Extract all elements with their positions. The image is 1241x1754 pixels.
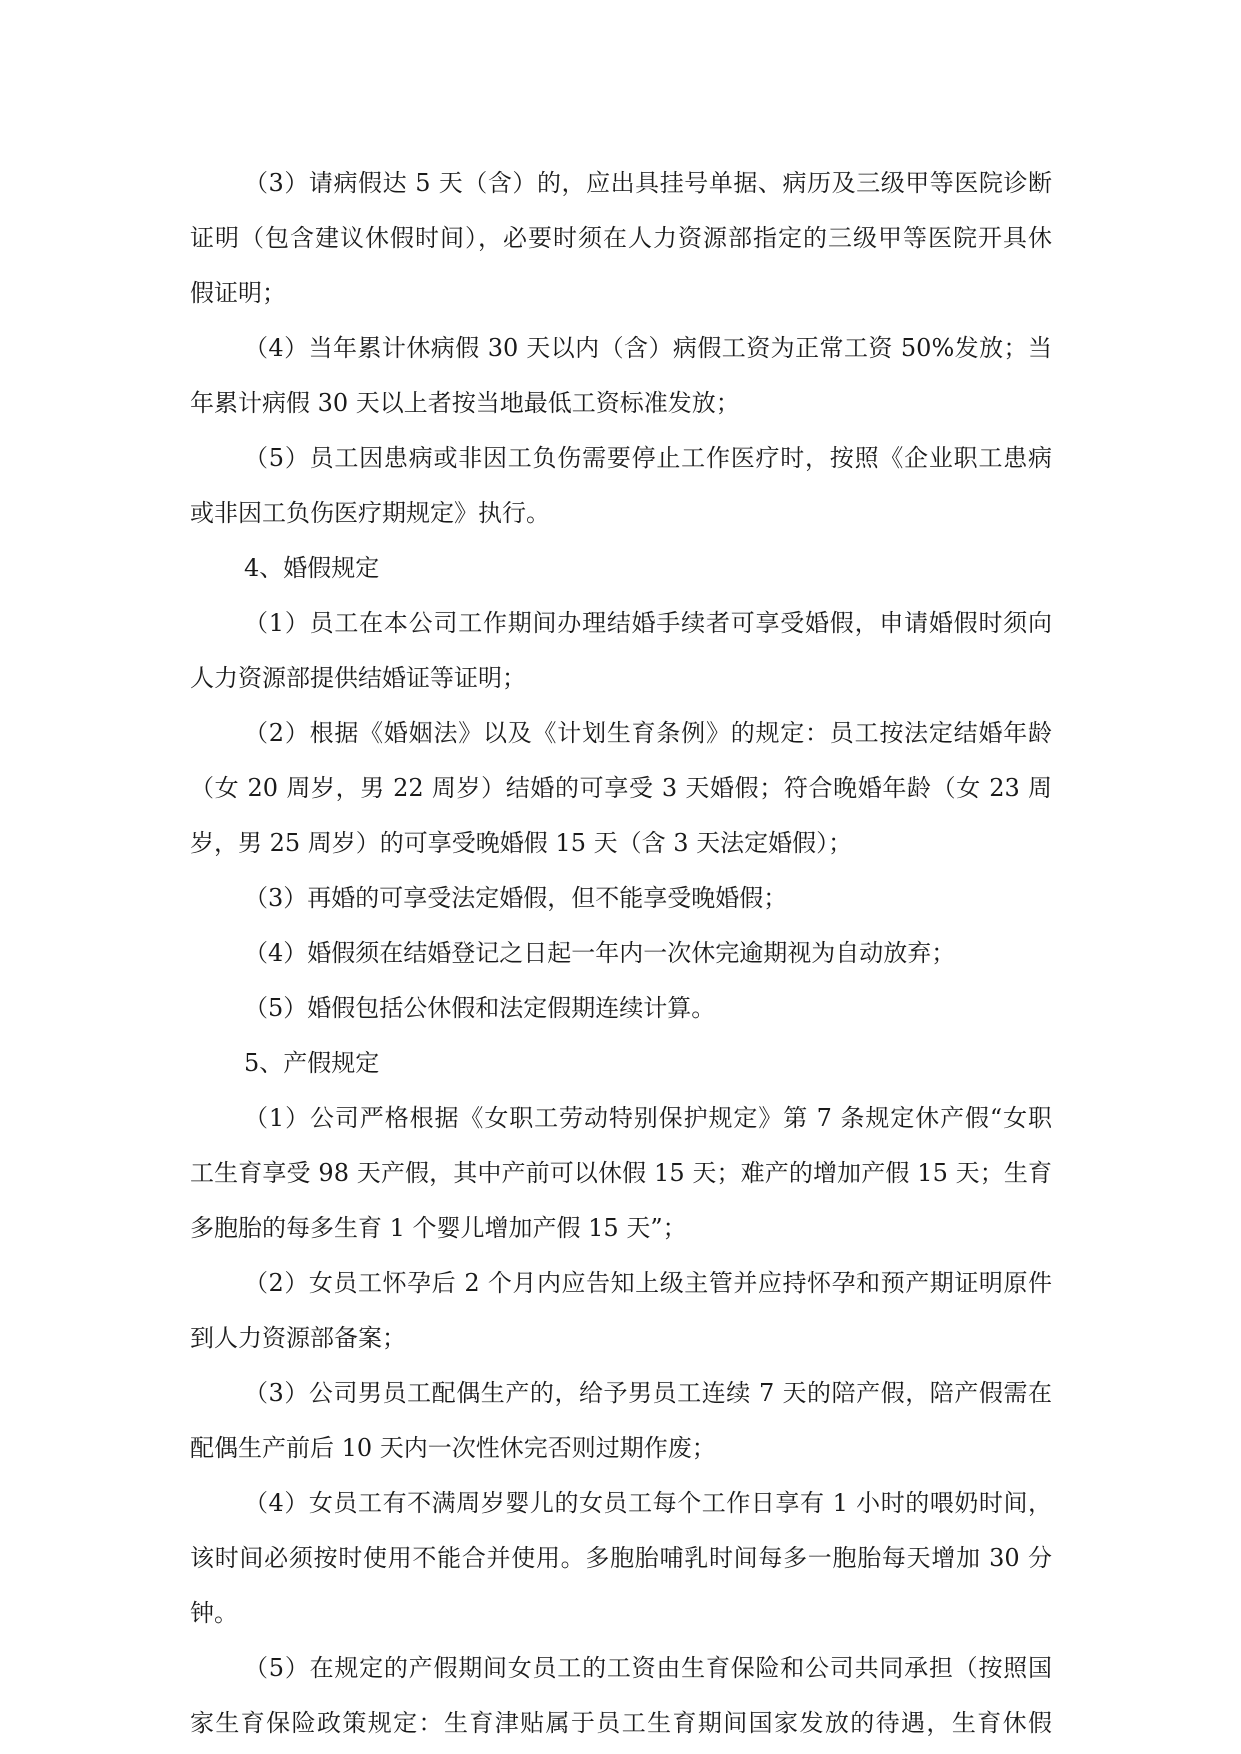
text-line: 配偶生产前后 10 天内一次性休完否则过期作废； <box>190 1434 716 1462</box>
paragraph <box>190 1256 1052 1366</box>
text-line: 假证明； <box>190 279 286 307</box>
text-line: （2）根据《婚姻法》以及《计划生育条例》的规定：员工按法定结婚年龄 <box>244 719 1052 747</box>
text-line: （1）员工在本公司工作期间办理结婚手续者可享受婚假，申请婚假时须向 <box>244 609 1052 637</box>
paragraph <box>190 596 1052 706</box>
text-line: 该时间必须按时使用不能合并使用。多胞胎哺乳时间每多一胞胎每天增加 30 分 <box>190 1544 1052 1572</box>
text-line: （5）员工因患病或非因工负伤需要停止工作医疗时，按照《企业职工患病 <box>244 444 1052 472</box>
paragraph <box>190 981 1052 1036</box>
text-line: （4）当年累计休病假 30 天以内（含）病假工资为正常工资 50%发放；当 <box>244 334 1052 362</box>
text-line: 人力资源部提供结婚证等证明； <box>190 664 526 692</box>
text-line: （5）在规定的产假期间女员工的工资由生育保险和公司共同承担（按照国 <box>244 1654 1052 1682</box>
text-line: （1）公司严格根据《女职工劳动特别保护规定》第 7 条规定休产假“女职 <box>244 1104 1052 1132</box>
text-line: 证明（包含建议休假时间），必要时须在人力资源部指定的三级甲等医院开具休 <box>190 224 1052 252</box>
paragraph <box>190 1641 1052 1751</box>
text-line: （5）婚假包括公休假和法定假期连续计算。 <box>244 994 716 1022</box>
text-line: （4）女员工有不满周岁婴儿的女员工每个工作日享有 1 小时的喂奶时间， <box>244 1489 1052 1517</box>
paragraph <box>190 926 1052 981</box>
text-line: 4、婚假规定 <box>244 554 380 582</box>
text-line: （4）婚假须在结婚登记之日起一年内一次休完逾期视为自动放弃； <box>244 939 956 967</box>
text-line: 工生育享受 98 天产假，其中产前可以休假 15 天；难产的增加产假 15 天；生育 <box>190 1159 1052 1187</box>
paragraph <box>190 1366 1052 1476</box>
text-line: 5、产假规定 <box>244 1049 380 1077</box>
text-line: （女 20 周岁，男 22 周岁）结婚的可享受 3 天婚假；符合晚婚年龄（女 23 周 <box>190 774 1052 802</box>
paragraph <box>190 1476 1052 1641</box>
paragraph <box>190 871 1052 926</box>
text-line: 岁，男 25 周岁）的可享受晚婚假 15 天（含 3 天法定婚假）； <box>190 829 853 857</box>
paragraph <box>190 431 1052 541</box>
paragraph <box>190 706 1052 871</box>
text-line: （2）女员工怀孕后 2 个月内应告知上级主管并应持怀孕和预产期证明原件 <box>244 1269 1052 1297</box>
paragraph <box>190 156 1052 321</box>
document-body <box>190 156 1052 1751</box>
text-line: 到人力资源部备案； <box>190 1324 406 1352</box>
section-heading <box>190 1036 1052 1091</box>
paragraph <box>190 1091 1052 1256</box>
text-line: 多胞胎的每多生育 1 个婴儿增加产假 15 天”； <box>190 1214 687 1242</box>
text-line: 家生育保险政策规定：生育津贴属于员工生育期间国家发放的待遇，生育休假 <box>190 1709 1052 1737</box>
text-line: 年累计病假 30 天以上者按当地最低工资标准发放； <box>190 389 740 417</box>
text-line: 钟。 <box>190 1599 238 1627</box>
text-line: （3）请病假达 5 天（含）的，应出具挂号单据、病历及三级甲等医院诊断 <box>244 169 1052 197</box>
paragraph <box>190 321 1052 431</box>
text-line: 或非因工负伤医疗期规定》执行。 <box>190 499 550 527</box>
text-line: （3）公司男员工配偶生产的，给予男员工连续 7 天的陪产假，陪产假需在 <box>244 1379 1052 1407</box>
section-heading <box>190 541 1052 596</box>
text-line: （3）再婚的可享受法定婚假，但不能享受晚婚假； <box>244 884 788 912</box>
